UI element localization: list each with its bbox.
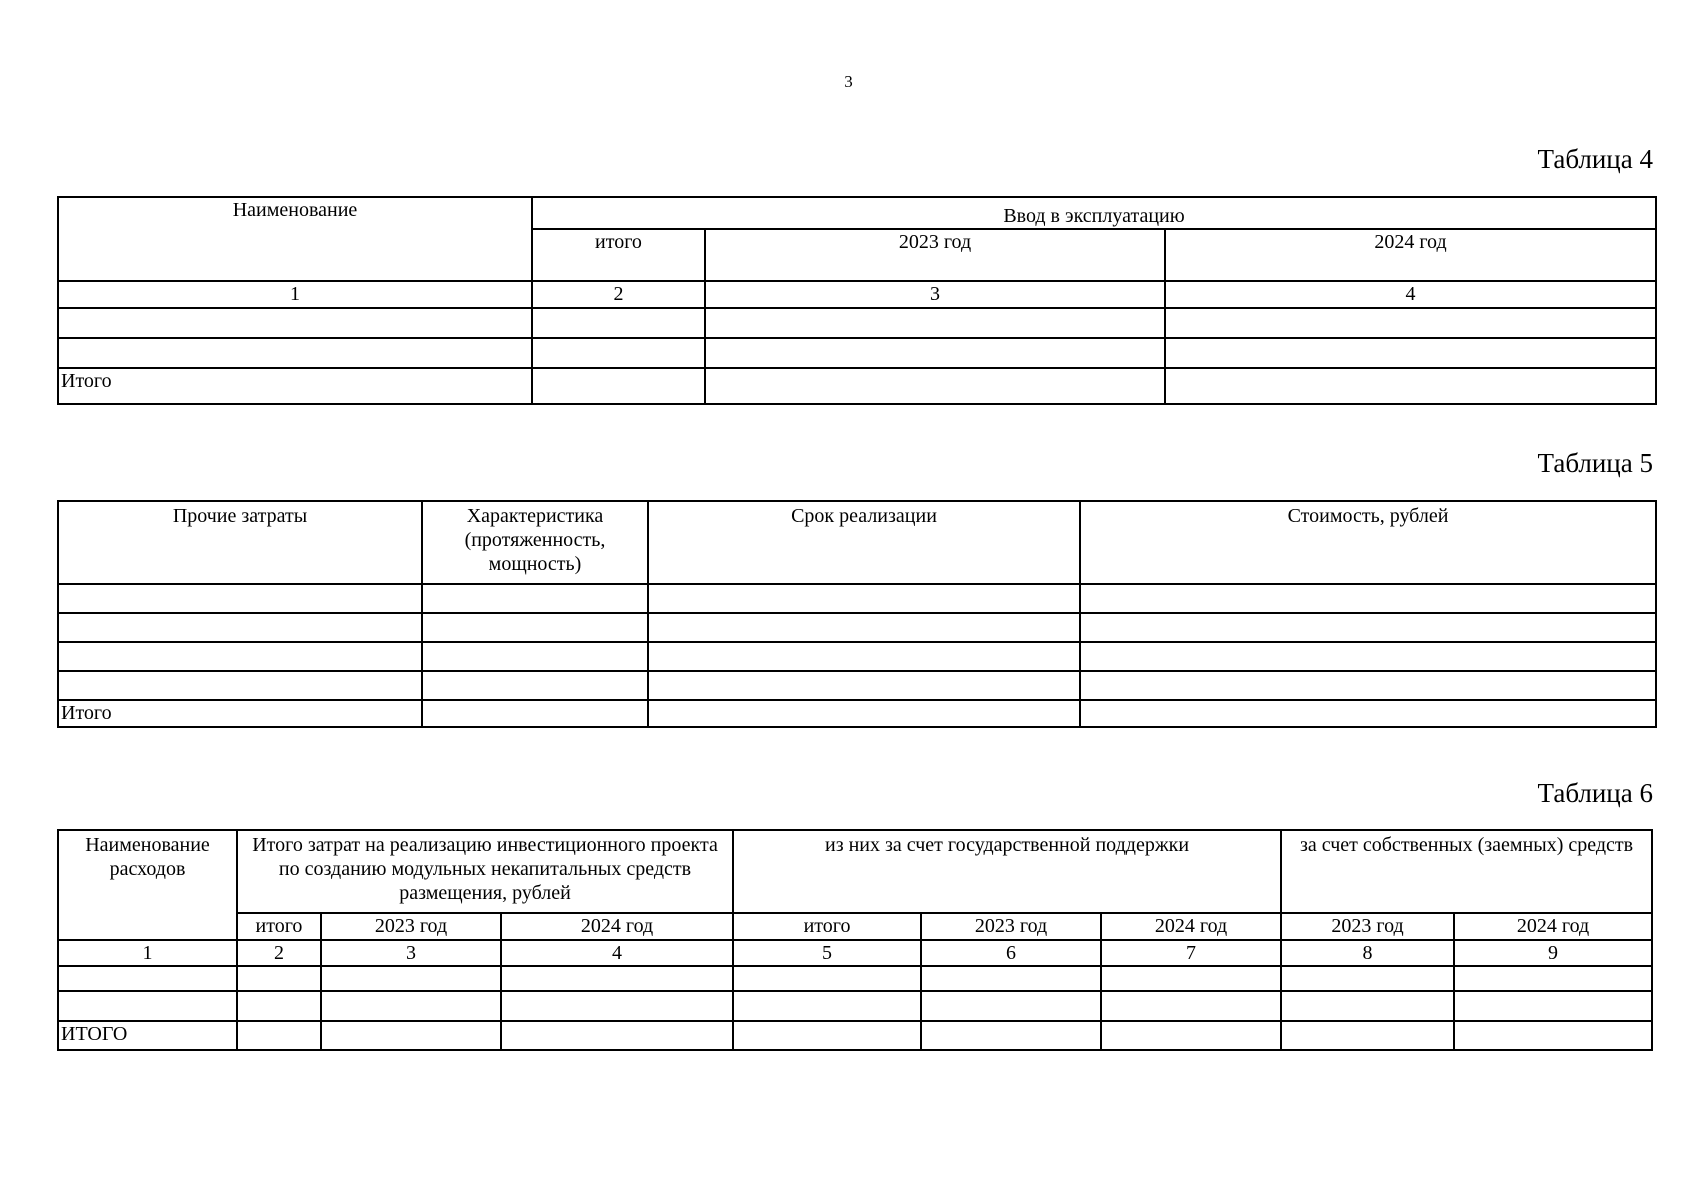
table4-cell bbox=[705, 308, 1165, 338]
table6-subheader: итого bbox=[237, 913, 321, 940]
table5-cell bbox=[422, 671, 648, 700]
table4 bbox=[57, 196, 1657, 405]
table6-cell bbox=[921, 966, 1101, 991]
table4-col-number: 3 bbox=[705, 281, 1165, 308]
table5-cell bbox=[648, 584, 1080, 613]
table6-cell bbox=[1281, 966, 1454, 991]
table6-row bbox=[58, 991, 1652, 1021]
table6-cell bbox=[733, 991, 921, 1021]
table4-header-2023: 2023 год bbox=[705, 229, 1165, 281]
table4-cell bbox=[58, 308, 532, 338]
table6-cell bbox=[1281, 1021, 1454, 1050]
table6-cell bbox=[237, 991, 321, 1021]
table5-total-row bbox=[58, 700, 1656, 727]
table6-row bbox=[58, 966, 1652, 991]
table4-col-number: 1 bbox=[58, 281, 532, 308]
table6-cell bbox=[58, 991, 237, 1021]
table6-col-number: 3 bbox=[321, 940, 501, 966]
table4-caption: Таблица 4 bbox=[1537, 144, 1653, 174]
table6-header-group-state: из них за счет государственной поддержки bbox=[733, 830, 1281, 913]
table6-total-row bbox=[58, 1021, 1652, 1050]
table6-cell bbox=[1281, 991, 1454, 1021]
table6-subheader: 2024 год bbox=[501, 913, 733, 940]
table4-row bbox=[58, 338, 1656, 368]
table5-cell bbox=[422, 613, 648, 642]
table5-cell bbox=[58, 642, 422, 671]
table4-row bbox=[58, 308, 1656, 338]
table5-cell bbox=[422, 642, 648, 671]
table4-col-number: 4 bbox=[1165, 281, 1656, 308]
table4-total-row bbox=[58, 368, 1656, 404]
table6-col-number: 1 bbox=[58, 940, 237, 966]
table6-cell bbox=[321, 966, 501, 991]
table6-cell bbox=[237, 966, 321, 991]
table4-col-number: 2 bbox=[532, 281, 705, 308]
table4-cell bbox=[1165, 308, 1656, 338]
table5-cell bbox=[648, 642, 1080, 671]
table5-header-other-costs: Прочие затраты bbox=[58, 501, 422, 584]
table5-cell bbox=[58, 584, 422, 613]
page-number: 3 bbox=[844, 72, 853, 91]
table4-header-name: Наименование bbox=[58, 197, 532, 281]
table4-cell bbox=[532, 368, 705, 404]
table6-cell bbox=[1101, 966, 1281, 991]
table6-cell bbox=[1454, 966, 1652, 991]
table6-col-number: 8 bbox=[1281, 940, 1454, 966]
table6-cell bbox=[733, 966, 921, 991]
table6-header-group-total: Итого затрат на реализацию инвестиционного проекта по созданию модульных некапитальных средств размещения, рублей bbox=[237, 830, 733, 913]
table6-subheader: итого bbox=[733, 913, 921, 940]
table6-subheader: 2023 год bbox=[921, 913, 1101, 940]
table4-header-group: Ввод в эксплуатацию bbox=[532, 197, 1656, 229]
table4-cell bbox=[1165, 368, 1656, 404]
table6-header-group-own: за счет собственных (заемных) средств bbox=[1281, 830, 1652, 913]
table4-cell bbox=[705, 338, 1165, 368]
table4-header-total: итого bbox=[532, 229, 705, 281]
table4-header-2024: 2024 год bbox=[1165, 229, 1656, 281]
table5-row bbox=[58, 642, 1656, 671]
table4-cell bbox=[705, 368, 1165, 404]
table6-subheader: 2024 год bbox=[1454, 913, 1652, 940]
table6 bbox=[57, 829, 1653, 1051]
table4-cell bbox=[1165, 338, 1656, 368]
table6-col-number: 4 bbox=[501, 940, 733, 966]
table5 bbox=[57, 500, 1657, 728]
table6-cell bbox=[237, 1021, 321, 1050]
table6-cell bbox=[501, 1021, 733, 1050]
table6-col-number: 2 bbox=[237, 940, 321, 966]
table4-cell bbox=[58, 338, 532, 368]
table5-cell bbox=[422, 584, 648, 613]
table5-header-period: Срок реализации bbox=[648, 501, 1080, 584]
table5-row bbox=[58, 584, 1656, 613]
table6-cell bbox=[921, 991, 1101, 1021]
table6-col-number: 5 bbox=[733, 940, 921, 966]
table6-cell bbox=[1454, 1021, 1652, 1050]
table6-total-label: ИТОГО bbox=[58, 1021, 237, 1050]
table6-cell bbox=[321, 991, 501, 1021]
table5-cell bbox=[648, 700, 1080, 727]
table6-cell bbox=[1454, 991, 1652, 1021]
table5-total-label: Итого bbox=[58, 700, 422, 727]
table6-cell bbox=[501, 991, 733, 1021]
table5-cell bbox=[1080, 584, 1656, 613]
table6-cell bbox=[58, 966, 237, 991]
table6-cell bbox=[921, 1021, 1101, 1050]
table5-cell bbox=[422, 700, 648, 727]
table5-header-characteristic: Характеристика (протяженность, мощность) bbox=[422, 501, 648, 584]
table5-cell bbox=[1080, 671, 1656, 700]
table6-cell bbox=[1101, 991, 1281, 1021]
table6-col-number: 6 bbox=[921, 940, 1101, 966]
table5-cell bbox=[58, 613, 422, 642]
table6-cell bbox=[321, 1021, 501, 1050]
table6-cell bbox=[733, 1021, 921, 1050]
table4-total-label: Итого bbox=[58, 368, 532, 404]
table6-col-number: 7 bbox=[1101, 940, 1281, 966]
table5-header-cost: Стоимость, рублей bbox=[1080, 501, 1656, 584]
table6-header-name: Наименование расходов bbox=[58, 830, 237, 940]
table6-subheader: 2023 год bbox=[321, 913, 501, 940]
table5-row bbox=[58, 613, 1656, 642]
table6-caption: Таблица 6 bbox=[1537, 778, 1653, 808]
table6-col-number: 9 bbox=[1454, 940, 1652, 966]
table6-cell bbox=[501, 966, 733, 991]
table6-subheader: 2024 год bbox=[1101, 913, 1281, 940]
table5-cell bbox=[1080, 613, 1656, 642]
table4-cell bbox=[532, 338, 705, 368]
table6-subheader: 2023 год bbox=[1281, 913, 1454, 940]
table5-cell bbox=[648, 613, 1080, 642]
table5-cell bbox=[1080, 642, 1656, 671]
table4-cell bbox=[532, 308, 705, 338]
table5-caption: Таблица 5 bbox=[1537, 448, 1653, 478]
table5-cell bbox=[648, 671, 1080, 700]
table5-row bbox=[58, 671, 1656, 700]
table6-cell bbox=[1101, 1021, 1281, 1050]
table5-cell bbox=[1080, 700, 1656, 727]
table5-cell bbox=[58, 671, 422, 700]
